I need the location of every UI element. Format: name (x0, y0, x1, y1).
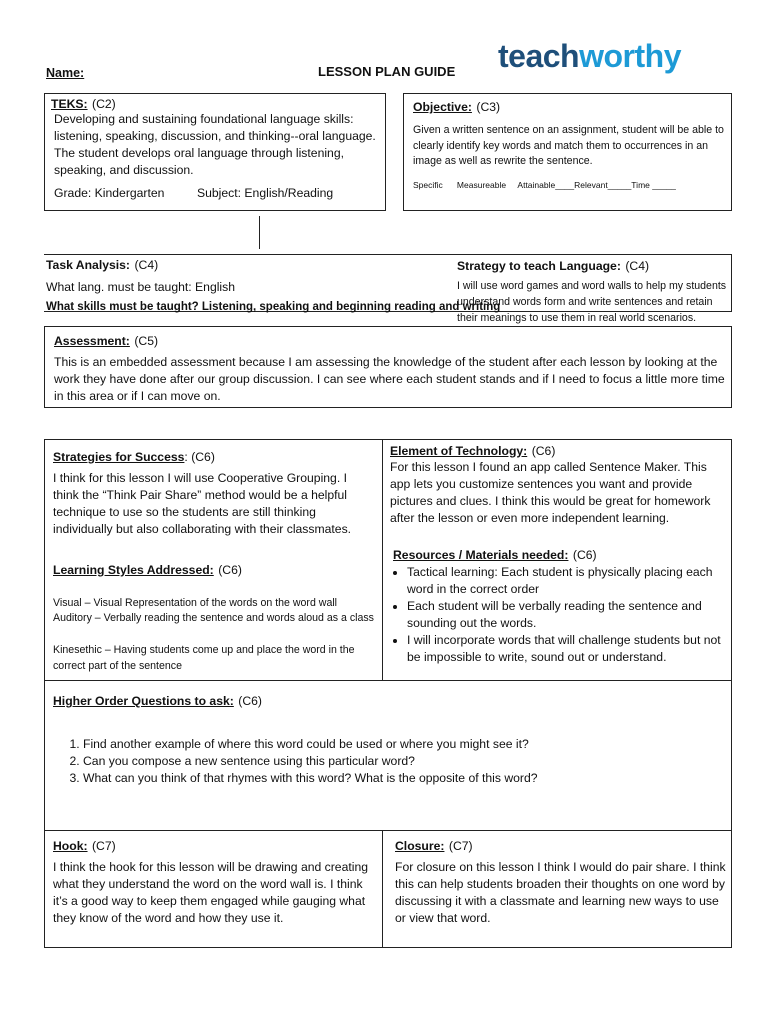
higher-order-code: (C6) (238, 694, 262, 708)
technology-code: (C6) (531, 444, 556, 458)
teks-code: (C2) (92, 97, 116, 111)
assessment-text: This is an embedded assessment because I am assessing the knowledge of the student after each lesson by looking at the work they have done after our group discussion. I can see where each student stands and if I need to focus a little more time in this area or if I can move on. (54, 355, 725, 403)
strategy-language-text: I will use word games and word walls to help my students understand words form and write sentences and retain their meanings to use them in real world scenarios. (457, 280, 727, 324)
technology-box (382, 439, 732, 681)
hook-text: I think the hook for this lesson will be drawing and creating what they understand the word on the word wall is. I think it’s a good way to keep them engaged while gauging what they know of the word and how they use it. (53, 860, 369, 925)
question-item: 1. Find another example of where this word could be used or where you might see it? (83, 736, 743, 753)
objective-label: Objective: (413, 100, 472, 114)
strategies-code: : (C6) (184, 450, 215, 464)
strategy-language-label: Strategy to teach Language: (457, 259, 621, 273)
higher-order-label: Higher Order Questions to ask: (53, 694, 234, 708)
hook-code: (C7) (91, 839, 116, 853)
task-analysis-line1: What lang. must be taught: English (46, 280, 236, 294)
grade-text: Grade: Kindergarten (54, 186, 165, 200)
objective-text: Given a written sentence on an assignment, student will be able to clearly identify key words and match them to occurrences in an image as well as rewrite the sentence. (413, 124, 724, 167)
technology-label: Element of Technology: (390, 444, 528, 458)
learning-styles-code: (C6) (218, 563, 242, 577)
resources-list (391, 564, 737, 666)
strategy-language-code: (C4) (625, 259, 650, 273)
page-title: LESSON PLAN GUIDE (318, 64, 456, 79)
smart-criteria: Specific Measureable Attainable____Relevant_____Time _____ (413, 180, 676, 190)
closure-code: (C7) (448, 839, 473, 853)
assessment-box (44, 326, 732, 408)
resource-item: • Each student will be verbally reading the sentence and sounding out the words. (407, 598, 737, 632)
closure-text: For closure on this lesson I think I would do pair share. I think this can help students broaden their thoughts on one word by discussing it with a classmate and learning new ways to use or view that word. (395, 860, 726, 925)
closure-label: Closure: (395, 839, 445, 853)
assessment-code: (C5) (134, 334, 159, 348)
teks-label: TEKS: (51, 97, 88, 111)
name-label: Name: (46, 66, 85, 80)
connector-line (259, 216, 260, 249)
higher-order-box (44, 680, 732, 831)
resources-code: (C6) (572, 548, 597, 562)
objective-code: (C3) (476, 100, 501, 114)
learning-style-auditory: Auditory – Verbally reading the sentence and words aloud as a class (53, 612, 374, 624)
hook-label: Hook: (53, 839, 88, 853)
assessment-label: Assessment: (54, 334, 130, 348)
strategies-box (44, 439, 383, 681)
strategies-label: Strategies for Success (53, 450, 185, 464)
subject-text: Subject: English/Reading (197, 186, 334, 200)
teks-box (44, 93, 386, 211)
hook-box (44, 830, 383, 948)
question-item: 3. What can you think of that rhymes with this word? What is the opposite of this word? (83, 770, 743, 787)
learning-style-visual: Visual – Visual Representation of the words on the word wall (53, 597, 338, 609)
task-analysis-code: (C4) (134, 258, 159, 272)
teachworthy-logo: teachworthy (498, 38, 681, 74)
question-item: 2. Can you compose a new sentence using this particular word? (83, 753, 743, 770)
learning-style-kinesthetic: Kinesethic – Having students come up and place the word in the correct part of the sentence (53, 644, 355, 672)
higher-order-list (53, 736, 743, 787)
teks-text: Developing and sustaining foundational language skills: listening, speaking, discussion, and thinking--oral language. The student develops oral language through listening, speaking, and discussion. (54, 112, 376, 177)
learning-styles-label: Learning Styles Addressed: (53, 563, 214, 577)
task-analysis-line2: What skills must be taught? Listening, speaking and beginning reading and writing (46, 301, 501, 313)
resources-label: Resources / Materials needed: (393, 548, 569, 562)
objective-box (403, 93, 732, 211)
task-analysis-label: Task Analysis: (46, 258, 130, 272)
technology-text: For this lesson I found an app called Sentence Maker. This app lets you customize sentences you want and provide pictures and clues. I think this would be great for homework after the lesson or even more independent learning. (390, 460, 711, 525)
strategies-text: I think for this lesson I will use Cooperative Grouping. I think the “Think Pair Share” method would be a helpful technique to use so the students are still thinking individually but also collaborating with their classmates. (53, 471, 352, 536)
closure-box (382, 830, 732, 948)
resource-item: • Tactical learning: Each student is physically placing each word in the correct order (407, 564, 737, 598)
resource-item: • I will incorporate words that will challenge students but not be impossible to write, sound out or understand. (407, 632, 737, 666)
